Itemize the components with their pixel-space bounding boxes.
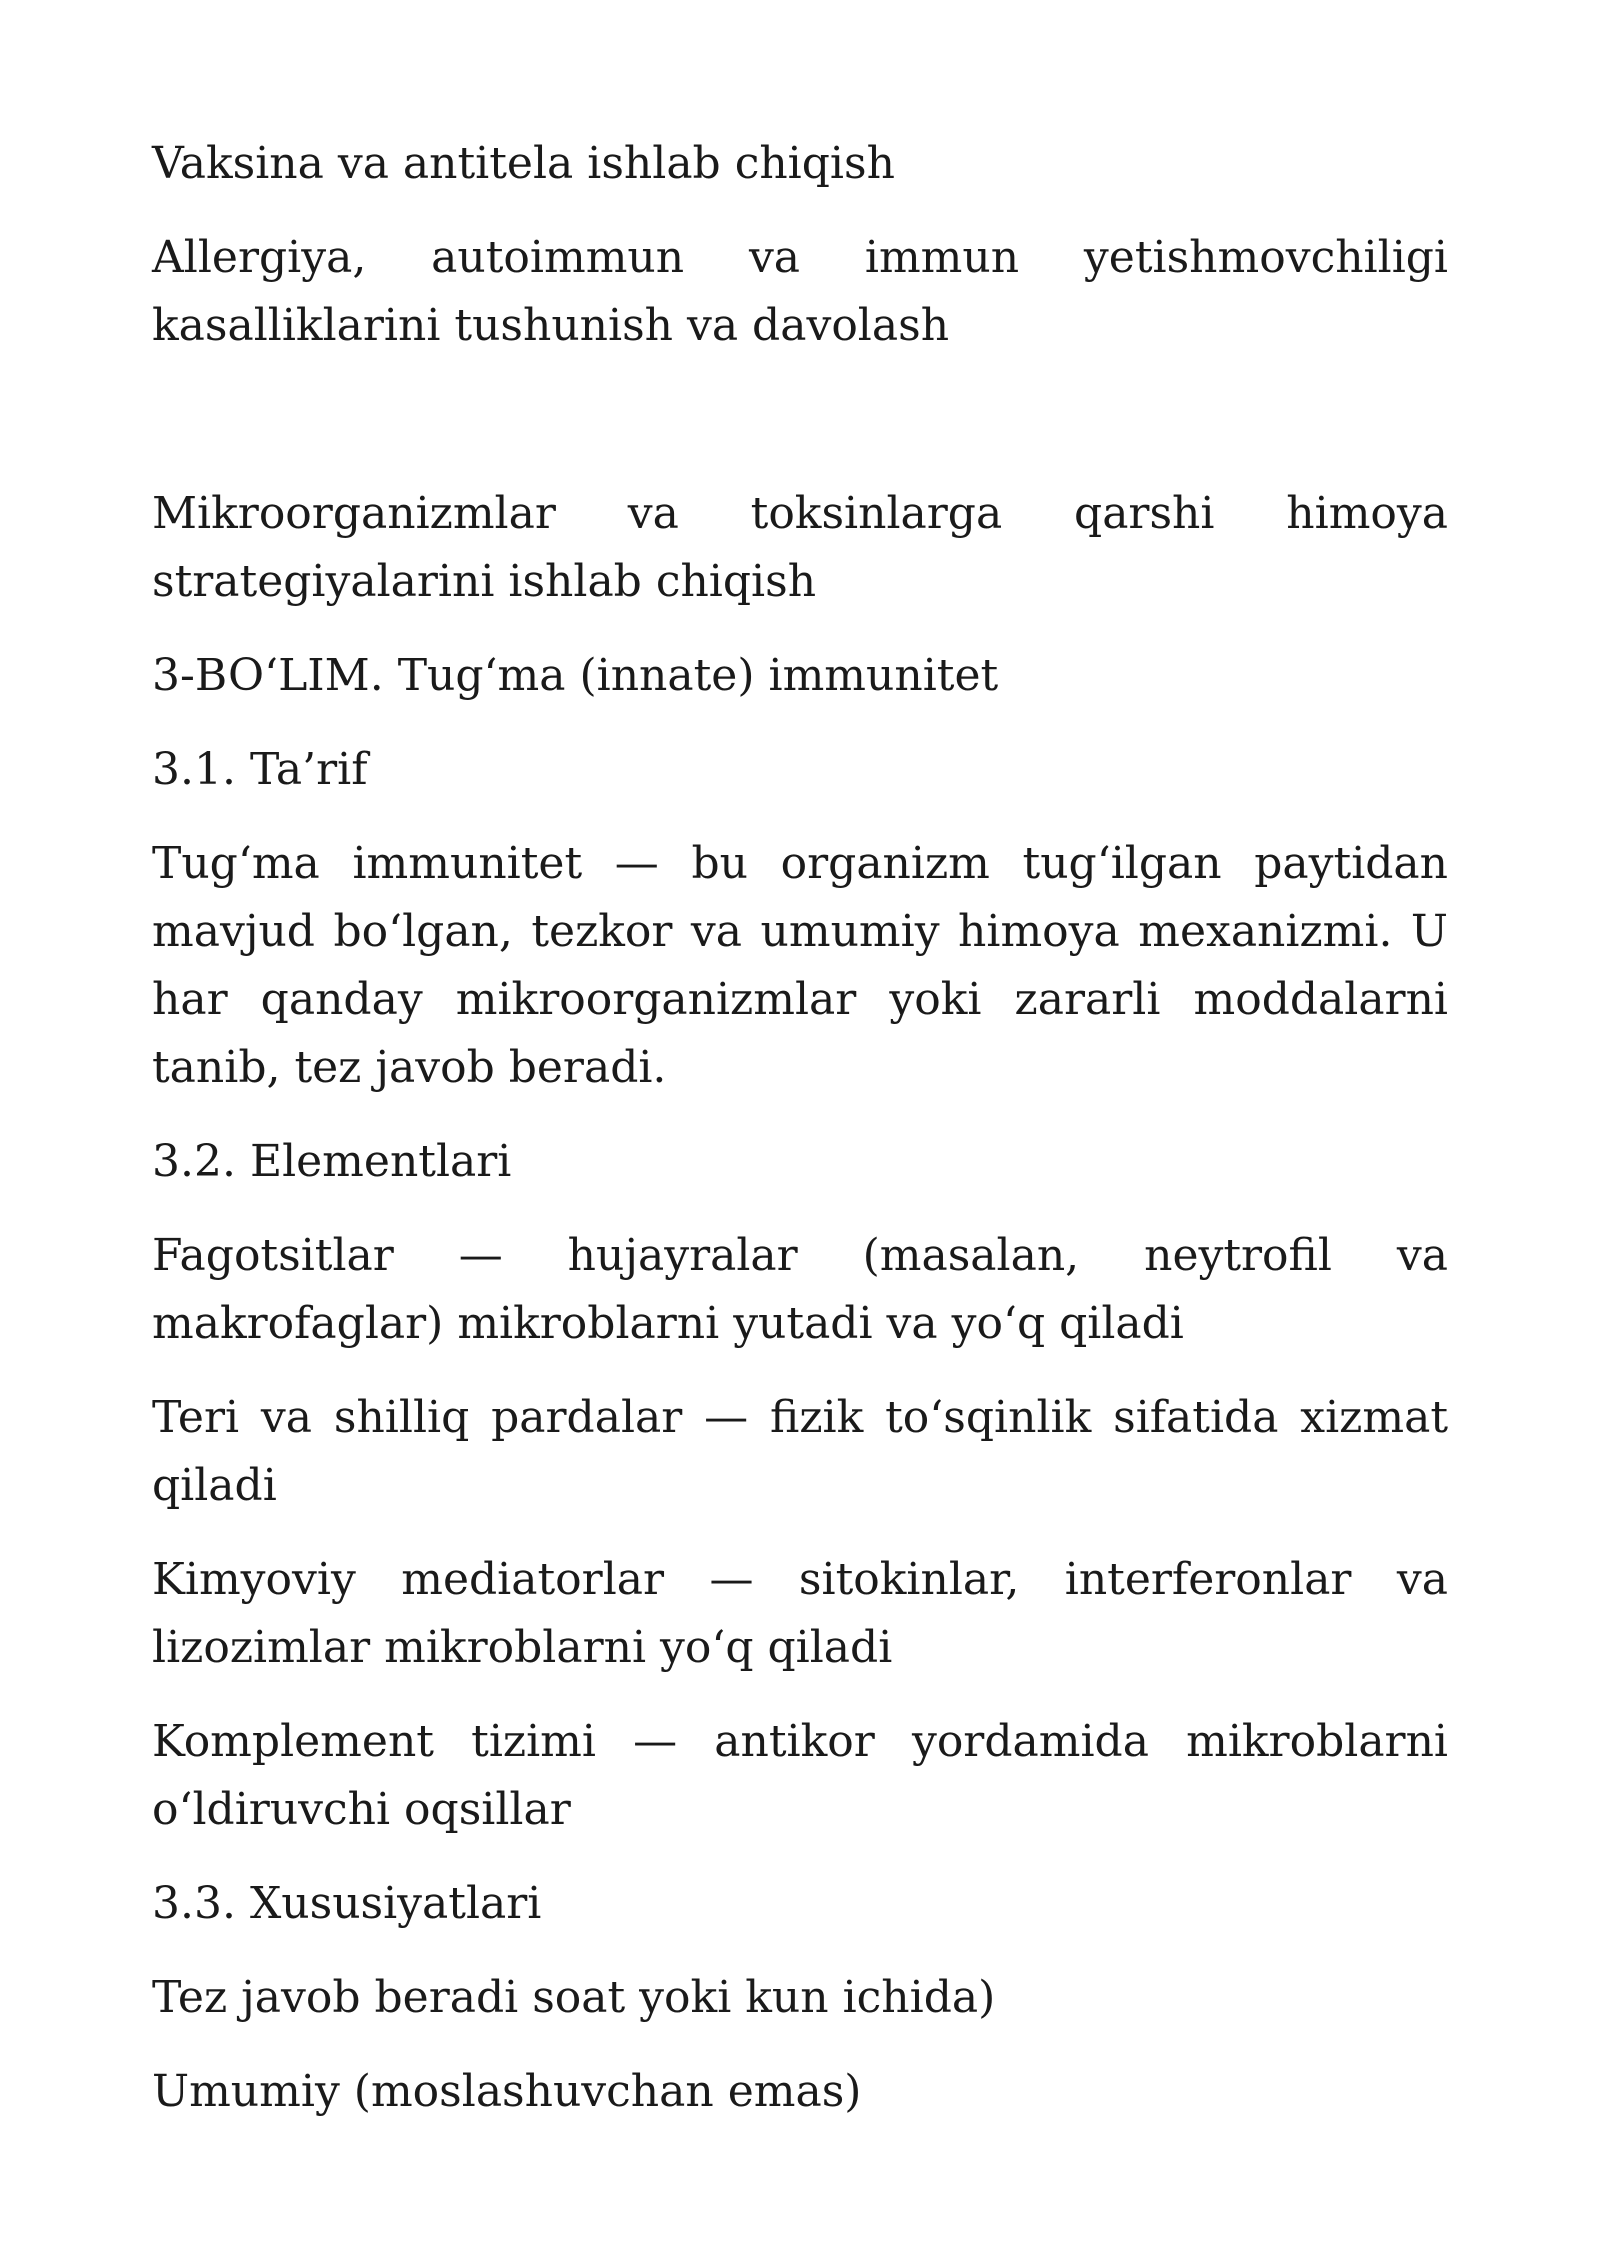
paragraph-phagocytes: Fagotsitlar — hujayralar (masalan, neytrofil va makrofaglar) mikroblarni yutadi va yo‘q qiladi [152, 1230, 1448, 1349]
subsection-heading-properties: 3.3. Xususiyatlari [152, 1878, 542, 1929]
paragraph-nonspecific: Umumiy (moslashuvchan emas) [152, 2066, 862, 2117]
paragraph-defense-strategies: Mikroorganizmlar va toksinlarga qarshi himoya strategiyalarini ishlab chiqish [152, 488, 1448, 607]
subsection-heading-definition: 3.1. Ta’rif [152, 744, 368, 795]
subsection-heading-elements: 3.2. Elementlari [152, 1136, 512, 1187]
paragraph-fast-response: Tez javob beradi soat yoki kun ichida) [152, 1972, 996, 2023]
paragraph-complement-system: Komplement tizimi — antikor yordamida mikroblarni o‘ldiruvchi oqsillar [152, 1716, 1448, 1835]
paragraph-allergy-treatment: Allergiya, autoimmun va immun yetishmovchiligi kasalliklarini tushunish va davolash [152, 232, 1448, 351]
paragraph-vaccine-development: Vaksina va antitela ishlab chiqish [152, 138, 895, 189]
paragraph-chemical-mediators: Kimyoviy mediatorlar — sitokinlar, interferonlar va lizozimlar mikroblarni yo‘q qiladi [152, 1554, 1448, 1673]
document-body [152, 130, 1448, 2152]
paragraph-definition-text: Tug‘ma immunitet — bu organizm tug‘ilgan paytidan mavjud bo‘lgan, tezkor va umumiy himoya mexanizmi. U har qanday mikroorganizmlar yoki zararli moddalarni tanib, tez javob beradi. [152, 838, 1448, 1093]
paragraph-skin-mucosa: Teri va shilliq pardalar — fizik to‘sqinlik sifatida xizmat qiladi [152, 1392, 1448, 1511]
section-heading-innate-immunity: 3-BO‘LIM. Tug‘ma (innate) immunitet [152, 650, 999, 701]
